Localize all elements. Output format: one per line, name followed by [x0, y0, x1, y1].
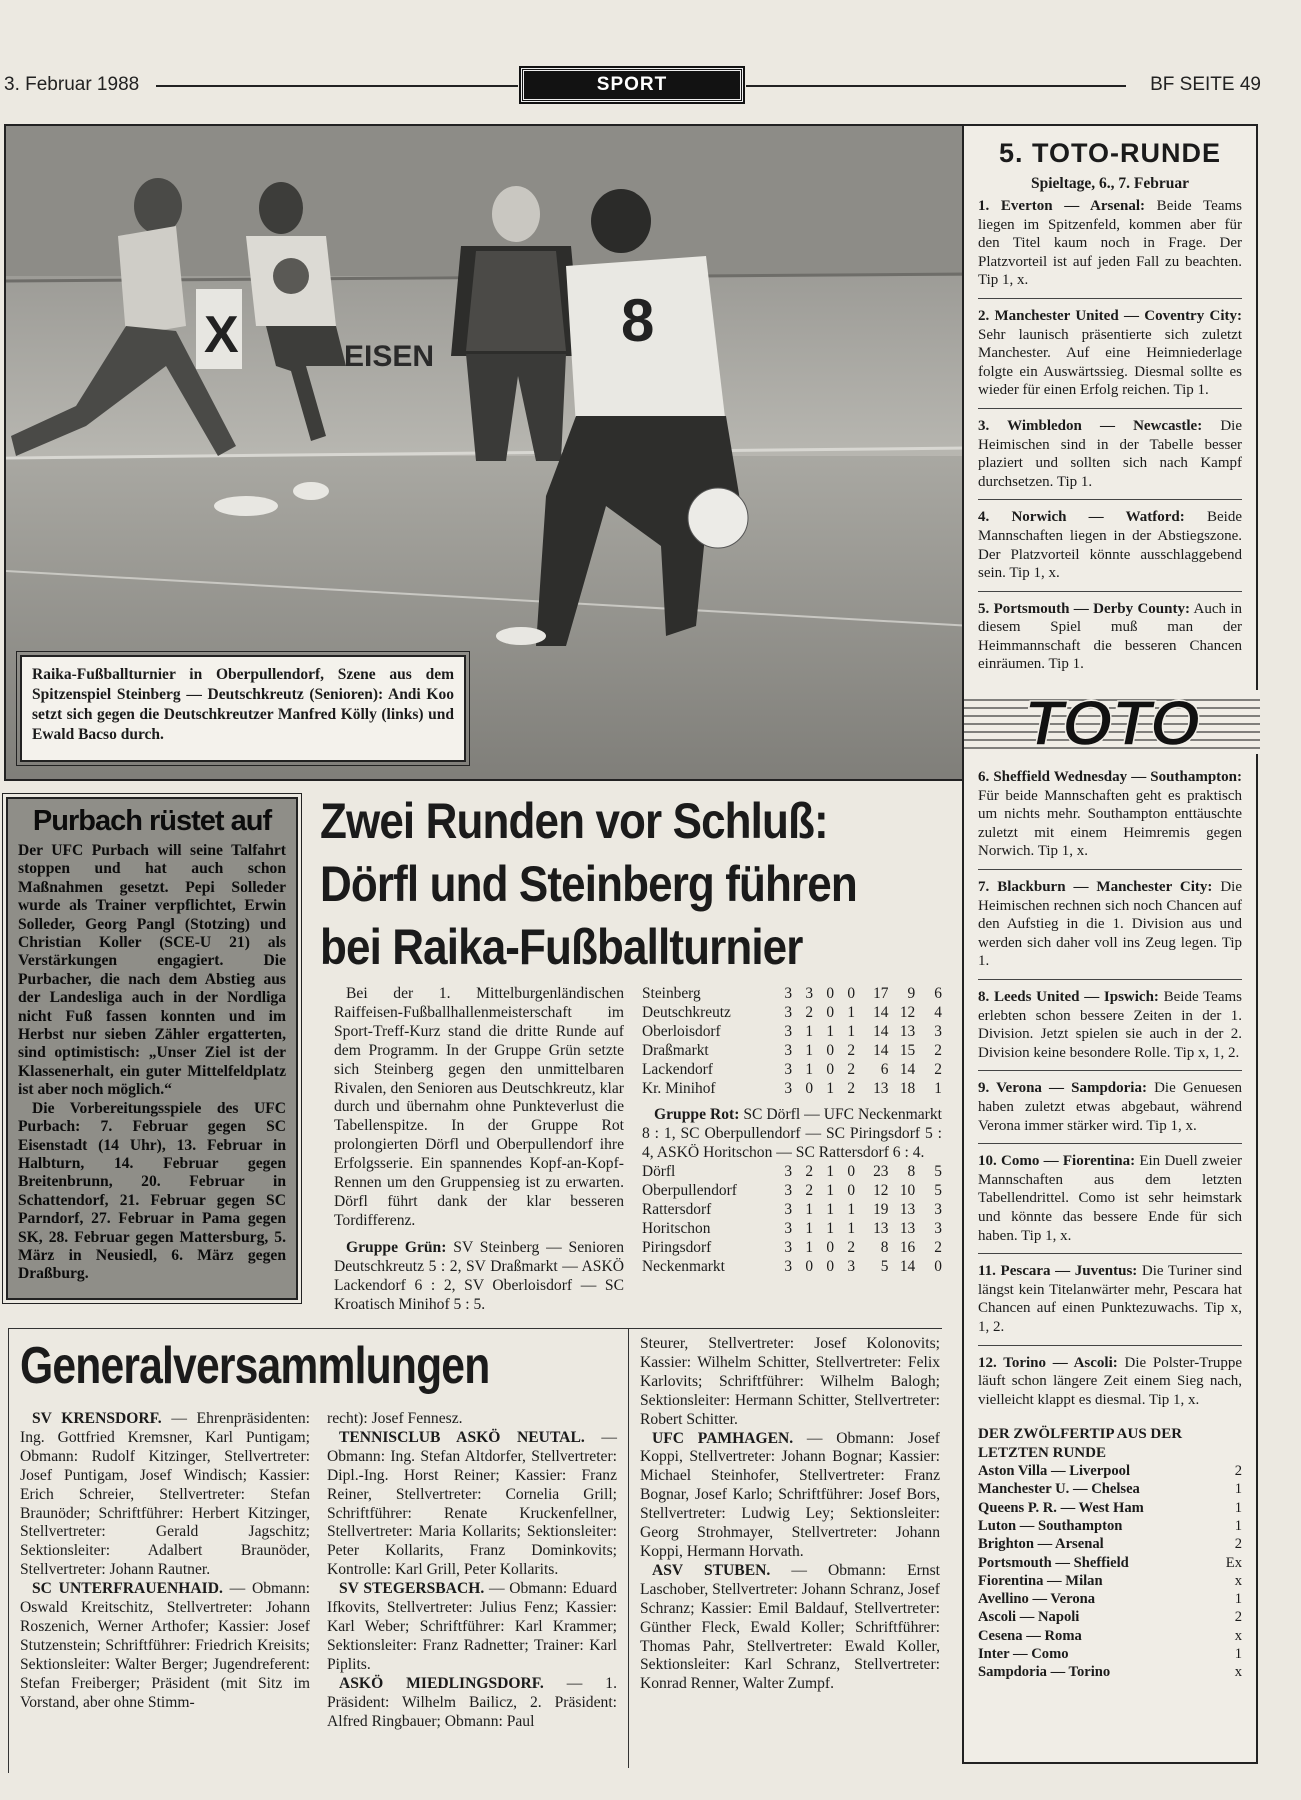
standings-value: 0 — [826, 1041, 835, 1059]
purbach-paragraph: Die Vorbereitungsspiele des UFC Purbach: 7. Februar gegen SC Eisenstadt (14 Uhr), 13. Februar in Halbturn, 14. Februar gegen Breitenbrunn, 20. Februar in Schattendorf, 21. Februar gegen SC Parndorf, 27. Februar in Pama gegen SK, 28. Februar gegen Mattersburg, 5. März in Neusiedl, 6. März gegen Draßburg. — [18, 1099, 286, 1283]
club-officials: — Obmann: Ernst Laschober, Stellvertreter: Johann Schranz, Josef Schranz; Kassier: Emil Baldauf, Stellvertreter: Günther Fleck, Ewald Koller; Schriftführer: Thomas Pahr, Stellvertreter: Ewald Koller, Sektionsleiter: Karl Schranz, Stellvertreter: Konrad Renner, Walter Zumpf. — [640, 1561, 941, 1693]
gv-entry: Steurer, Stellvertreter: Josef Kolonovits; Kassier: Wilhelm Schitter, Stellvertreter: Felix Karlovits; Schriftführer: Wilhelm Balogh; Sektionsleiter: Hermann Schitter, Stellvertreter: Robert Schitter. — [640, 1335, 940, 1428]
team-name: Rattersdorf — [642, 1200, 712, 1218]
zwoelfer-result: x — [1234, 1627, 1242, 1644]
standings-row — [642, 1201, 942, 1220]
toto-tips-second — [978, 768, 1242, 1417]
standings-value: 1 — [805, 1238, 814, 1256]
column-rule — [628, 1328, 629, 1768]
team-name: Deutschkreutz — [642, 1003, 731, 1021]
gv-entry: recht): Josef Fennesz. — [327, 1410, 463, 1427]
gv-entry — [20, 1410, 310, 1580]
tip-match: 9. Verona — Sampdoria: — [978, 1080, 1147, 1097]
standings-value: 3 — [934, 1219, 942, 1237]
article-headline — [320, 790, 940, 979]
standings-row — [642, 1220, 942, 1239]
headline-line: bei Raika-Fußballturnier — [320, 919, 803, 975]
tip-text: Beide Mannschaften liegen in der Abstiegszone. Der Platzvorteil könnte ausschlaggebend sein. Tip 1, x. — [978, 509, 1242, 582]
club-officials: — 1. Präsident: Wilhelm Bailicz, 2. Präsident: Alfred Ringbauer; Obmann: Paul — [327, 1674, 617, 1730]
toto-tips-first — [978, 197, 1242, 682]
standings-value: 8 — [880, 1238, 889, 1256]
tip-text: Sehr launisch präsentierte sich zuletzt Manchester. Auf eine Heimniederlage folgte ein Auswärtssieg. Diesmal sollte es wieder für einen Erfolg reichen. Tip 1. — [978, 326, 1242, 399]
standings-value: 6 — [934, 985, 942, 1002]
standings-value: 1 — [826, 1219, 835, 1237]
club-name: TENNISCLUB ASKÖ NEUTAL. — [339, 1428, 585, 1446]
standings-value: 17 — [873, 985, 889, 1002]
zwoelfer-match: Sampdoria — Torino — [978, 1664, 1111, 1681]
standings-value: 0 — [805, 1079, 814, 1097]
zwoelfer-row — [978, 1590, 1242, 1608]
club-name: UFC PAMHAGEN. — [652, 1429, 794, 1447]
standings-value: 2 — [934, 1041, 942, 1059]
tip-match: 10. Como — Fiorentina: — [978, 1153, 1136, 1170]
standings-value: 3 — [784, 1079, 793, 1097]
standings-value: 3 — [784, 1163, 793, 1181]
tip-match: 6. Sheffield Wednesday — Southampton: — [978, 769, 1242, 786]
standings-value: 1 — [805, 1022, 814, 1040]
standings-value: 0 — [847, 1163, 856, 1181]
toto-tip — [978, 508, 1242, 591]
zwoelfer-match: Avellino — Verona — [978, 1591, 1096, 1608]
tip-match: 12. Torino — Ascoli: — [978, 1354, 1118, 1371]
zwoelfer-result: 1 — [1234, 1591, 1242, 1608]
zwoelfer-result: 2 — [1234, 1463, 1242, 1480]
standings-value: 2 — [847, 1079, 856, 1097]
tip-text: Auch in diesem Spiel muß man der Heimmannschaft die besseren Chancen einräumen. Tip 1. — [978, 600, 1242, 673]
zwoelfer-list — [978, 1462, 1242, 1682]
team-name: Dörfl — [642, 1163, 676, 1181]
standings-value: 5 — [934, 1182, 942, 1200]
tip-match: 2. Manchester United — Coventry City: — [978, 307, 1242, 324]
standings-value: 1 — [826, 1182, 835, 1200]
standings-value: 2 — [805, 1182, 814, 1200]
team-name: Oberpullendorf — [642, 1182, 737, 1200]
gv-column-1 — [20, 1410, 310, 1713]
gv-column-2 — [327, 1410, 617, 1731]
standings-value: 0 — [826, 1003, 835, 1021]
zwoelfer-match: Inter — Como — [978, 1646, 1069, 1663]
zwoelfer-result: x — [1234, 1664, 1242, 1681]
toto-tip — [978, 988, 1242, 1071]
club-officials: — Obmann: Oswald Kreitschitz, Stellvertreter: Johann Roszenich, Werner Arthofer; Kassier: Josef Stutzenstein; Schriftführer: Friedrich Kreisits; Sektionsleiter: Walter Berger; Jugendreferent: Stefan Freiberger; Präsident (mit Sitz im Vorstand, aber ohne Stimm- — [20, 1580, 310, 1711]
club-officials: — Obmann: Ing. Stefan Altdorfer, Stellvertreter: Dipl.-Ing. Horst Reiner; Kassier: Franz Reiner, Stellvertreter: Cornelia Grill; Schriftführer: Renate Kruckenfellner, Stellvertreter: Maria Kollarits; Sektionsleiter: Peter Kollarits, Franz Dominkovits; Kontrolle: Karl Grill, Peter Kollarits. — [327, 1428, 617, 1579]
zwoelfer-result: Ex — [1225, 1554, 1242, 1571]
standings-row — [642, 1080, 942, 1099]
headline-line: Zwei Runden vor Schluß: — [320, 793, 828, 849]
zwoelfer-result: 2 — [1234, 1536, 1242, 1553]
standings-value: 1 — [847, 1200, 856, 1218]
standings-value: 0 — [847, 1182, 856, 1200]
toto-tip — [978, 1152, 1242, 1254]
toto-tip — [978, 417, 1242, 500]
gv-entry — [640, 1562, 940, 1694]
jersey-number: 8 — [621, 287, 655, 354]
standings-value: 3 — [784, 1041, 793, 1059]
team-name: Draßmarkt — [642, 1041, 709, 1059]
article-paragraph — [334, 1239, 624, 1315]
zwoelfer-result: x — [1234, 1572, 1242, 1589]
standings-value: 1 — [805, 1041, 814, 1059]
standings-value: 3 — [784, 1200, 793, 1218]
tip-text: Ein Duell zweier Mannschaften aus dem letzten Tabellendrittel. Como ist sehr heimstark und könnte das bessere Ende für sich haben. Tip 1, x. — [978, 1153, 1243, 1244]
zwoelfer-row — [978, 1499, 1242, 1517]
zwoelfer-result: 2 — [1234, 1609, 1242, 1626]
standings-value: 1 — [805, 1200, 814, 1218]
gv-title: Generalversammlungen — [20, 1337, 490, 1395]
tip-match: 5. Portsmouth — Derby County: — [978, 600, 1190, 617]
tip-match: 1. Everton — Arsenal: — [978, 198, 1146, 214]
standings-value: 13 — [873, 1219, 889, 1237]
zwoelfer-match: Manchester U. — Chelsea — [978, 1481, 1140, 1498]
zwoelfer-result: 1 — [1234, 1646, 1242, 1663]
club-officials: — Obmann: Eduard Ifkovits, Stellvertreter: Julius Fenz; Kassier: Karl Weber; Schriftführer: Karl Krammer; Sektionsleiter: Franz Radnetter; Trainer: Karl Piplits. — [327, 1580, 617, 1673]
club-name: ASV STUBEN. — [652, 1561, 771, 1579]
tip-text: Die Heimischen sind in der Tabelle besser plaziert und sollten sich nach Kampf durchsetzen. Tip 1. — [978, 417, 1242, 490]
standings-value: 0 — [805, 1257, 814, 1275]
zwoelfer-result: 1 — [1234, 1499, 1242, 1516]
club-name: SV STEGERSBACH. — [339, 1580, 485, 1598]
zwoelfer-row — [978, 1663, 1242, 1681]
standings-value: 1 — [826, 1163, 835, 1181]
tip-match: 4. Norwich — Watford: — [978, 509, 1185, 526]
club-officials: — Obmann: Josef Koppi, Stellvertreter: Johann Bognar; Kassier: Michael Steinhofer, Stellvertreter: Franz Bognar, Josef Karlo; Schriftführer: Josef Bors, Stellvertreter: Ludwig Ley; Sektionsleiter: Georg Strohmayer, Stellvertreter: Johann Koppi, Hermann Horvath. — [640, 1429, 940, 1560]
header-rule — [156, 85, 518, 87]
standings-value: 14 — [899, 1060, 916, 1078]
tip-text: Die Turiner sind längst kein Titelanwärter mehr, Pescara hat Chancen auf einen Punktezuwachs. Tip x, 1, 2. — [978, 1263, 1242, 1335]
standings-value: 8 — [907, 1163, 916, 1181]
standings-value: 13 — [899, 1219, 916, 1237]
zwoelfer-match: Fiorentina — Milan — [978, 1572, 1103, 1589]
zwoelfer-result: 1 — [1234, 1517, 1242, 1534]
standings-row — [642, 985, 942, 1004]
standings-value: 13 — [873, 1079, 889, 1097]
standings-value: 14 — [873, 1003, 889, 1021]
zwoelfer-match: Queens P. R. — West Ham — [978, 1499, 1144, 1516]
standings-row — [642, 1061, 942, 1080]
standings-value: 16 — [899, 1238, 916, 1256]
group-results: SV Steinberg — Senioren Deutschkreutz 5 : 2, SV Draßmarkt — ASKÖ Lackendorf 6 : 2, SV Oberloisdorf — SC Kroatisch Minihof 5 : 5. — [334, 1238, 624, 1313]
standings-value: 2 — [805, 1163, 814, 1181]
standings-value: 12 — [899, 1003, 916, 1021]
standings-value: 5 — [934, 1163, 942, 1181]
standings-row — [642, 1163, 942, 1182]
standings-row — [642, 1182, 942, 1201]
toto-subtitle: Spieltage, 6., 7. Februar — [1031, 175, 1189, 192]
team-name: Piringsdorf — [642, 1238, 712, 1256]
standings-row — [642, 1042, 942, 1061]
gv-entry — [327, 1580, 617, 1675]
standings-value: 14 — [899, 1257, 916, 1275]
standings-value: 4 — [934, 1003, 942, 1021]
zwoelfer-heading: DER ZWÖLFERTIP AUS DER LETZTEN RUNDE — [978, 1426, 1183, 1461]
team-name: Neckenmarkt — [642, 1257, 725, 1275]
standings-value: 14 — [873, 1041, 889, 1059]
zwoelfer-row — [978, 1608, 1242, 1626]
purbach-title: Purbach rüstet auf — [32, 805, 272, 837]
standings-value: 3 — [784, 1060, 793, 1078]
toto-tip — [978, 1354, 1242, 1418]
standings-value: 2 — [805, 1003, 814, 1021]
toto-tip — [978, 600, 1242, 682]
zwoelfer-row — [978, 1645, 1242, 1663]
standings-value: 0 — [826, 1060, 835, 1078]
standings-row — [642, 1258, 942, 1277]
club-officials: — Ehrenpräsidenten: Ing. Gottfried Kremsner, Karl Puntigam; Obmann: Rudolf Kitzinger, Stellvertreter: Josef Puntigam, Josef Windisch; Kassier: Erich Schreier, Stellvertreter: Stefan Braunöder; Schriftführer: Herbert Kitzinger, Stellvertreter: Gerald Jagschitz; Sektionsleiter: Adalbert Braunöder, Stellvertreter: Johann Rautner. — [20, 1410, 310, 1579]
toto-column — [962, 124, 1258, 1764]
standings-value: 12 — [873, 1182, 889, 1200]
standings-value: 10 — [899, 1182, 916, 1200]
toto-tip — [978, 878, 1242, 980]
club-name: ASKÖ MIEDLINGSDORF. — [339, 1674, 544, 1692]
article-column-2 — [642, 985, 942, 1277]
zwoelfer-match: Cesena — Roma — [978, 1627, 1082, 1644]
standings-value: 3 — [784, 1219, 793, 1237]
standings-value: 14 — [873, 1022, 889, 1040]
standings-value: 1 — [934, 1079, 942, 1097]
gv-entry — [327, 1675, 617, 1732]
standings-row — [642, 1004, 942, 1023]
team-name: Oberloisdorf — [642, 1022, 721, 1040]
standings-value: 1 — [826, 1200, 835, 1218]
standings-value: 3 — [805, 985, 814, 1002]
standings-value: 13 — [899, 1022, 916, 1040]
standings-value: 3 — [847, 1257, 856, 1275]
article-paragraph: Bei der 1. Mittelburgenländischen Raiffeisen-Fußballhallenmeisterschaft im Sport-Treff-Kurz stand die dritte Runde auf dem Programm. In der Gruppe Grün setzte sich Steinberg gegen den unmittelbaren Rivalen, den Senioren aus Deutschkreutz, klar durch und übernahm ohne Punkteverlust die Tabellenspitze. In der Gruppe Rot prolongierten Dörfl und Oberpullendorf ihre Erfolgsserie. Ein spannendes Kopf-an-Kopf-Rennen um den Gruppensieg ist zu erwarten. Dörfl führt dank der klar besseren Tordifferenz. — [334, 985, 624, 1229]
toto-tip — [978, 1079, 1242, 1144]
purbach-box — [6, 797, 298, 1300]
zwoelfer-match: Aston Villa — Liverpool — [978, 1463, 1131, 1480]
toto-logo-text: TOTO — [1024, 690, 1200, 755]
standings-value: 3 — [934, 1200, 942, 1218]
article-paragraph — [642, 1106, 942, 1163]
standings-value: 1 — [826, 1079, 835, 1097]
header-rule — [746, 85, 1126, 87]
standings-value: 23 — [873, 1163, 889, 1181]
standings-value: 1 — [847, 1022, 856, 1040]
standings-value: 3 — [934, 1022, 942, 1040]
svg-text:X: X — [204, 306, 239, 364]
photo-caption: Raika-Fußballturnier in Oberpullendorf, Szene aus dem Spitzenspiel Steinberg — Deutschkreutz (Senioren): Andi Koo setzt sich gegen die Deutschkreutzer Manfred Kölly (links) und Ewald Bacso durch. — [20, 655, 466, 762]
gv-entry — [640, 1430, 940, 1562]
toto-logo-image — [964, 690, 1260, 754]
standings-row — [642, 1023, 942, 1042]
zwoelfer-row — [978, 1480, 1242, 1498]
standings-value: 2 — [934, 1060, 942, 1078]
section-label: SPORT — [521, 68, 743, 102]
toto-logo — [964, 690, 1256, 754]
zwoelfer-match: Ascoli — Napoli — [978, 1609, 1080, 1626]
tip-match: 7. Blackburn — Manchester City: — [978, 879, 1213, 896]
toto-tip — [978, 197, 1242, 299]
tip-text: Die Polster-Truppe läuft schon längere Zeit einem Sieg nach, vielleicht klappt es diesmal. Tip 1, x. — [978, 1354, 1243, 1408]
group-label: Gruppe Grün: — [346, 1238, 447, 1256]
standings-value: 3 — [784, 985, 793, 1002]
toto-tip — [978, 768, 1242, 870]
tip-text: Beide Teams liegen im Spitzenfeld, kommen aber für den Titel kaum noch in Frage. Der Platzvorteil ist auf jeden Fall zu beachten. Tip 1, x. — [978, 198, 1242, 289]
standings-value: 0 — [826, 985, 835, 1002]
standings-value: 1 — [826, 1022, 835, 1040]
zwoelfer-match: Brighton — Arsenal — [978, 1536, 1104, 1553]
group-results: SC Dörfl — UFC Neckenmarkt 8 : 1, SC Oberpullendorf — SC Piringsdorf 5 : 4, ASKÖ Horitschon — SC Rattersdorf 6 : 4. — [642, 1106, 942, 1162]
gv-entry — [20, 1580, 310, 1712]
standings-value: 2 — [934, 1238, 942, 1256]
standings-row — [642, 1239, 942, 1258]
standings-value: 3 — [784, 1022, 793, 1040]
standings-value: 3 — [784, 1257, 793, 1275]
tip-match: 3. Wimbledon — Newcastle: — [978, 417, 1203, 434]
standings-table-gruen — [642, 985, 942, 1098]
standings-value: 13 — [899, 1200, 916, 1218]
club-name: SV KRENSDORF. — [32, 1410, 162, 1427]
standings-value: 3 — [784, 1003, 793, 1021]
tip-match: 8. Leeds United — Ipswich: — [978, 989, 1159, 1005]
team-name: Steinberg — [642, 985, 701, 1002]
zwoelfer-row — [978, 1627, 1242, 1645]
standings-value: 2 — [847, 1060, 856, 1078]
tip-match: 11. Pescara — Juventus: — [978, 1263, 1138, 1280]
standings-value: 1 — [847, 1219, 856, 1237]
zwoelfer-row — [978, 1572, 1242, 1590]
zwoelfer-match: Luton — Southampton — [978, 1517, 1123, 1534]
standings-value: 0 — [826, 1238, 835, 1256]
group-label: Gruppe Rot: — [654, 1106, 740, 1124]
zwoelfer-result: 1 — [1234, 1481, 1242, 1498]
article-column-1 — [334, 985, 624, 1314]
standings-value: 1 — [805, 1219, 814, 1237]
standings-value: 3 — [784, 1182, 793, 1200]
standings-value: 3 — [784, 1238, 793, 1256]
purbach-paragraph: Der UFC Purbach will seine Talfahrt stoppen und hat auch schon Maßnahmen gesetzt. Pepi Solleder wurde als Trainer verpflichtet, Erwin Solleder, Georg Pangl (Stotzing) und Christian Koller (SCE-U 21) als Verstärkungen engagiert. Die Purbacher, die nach dem Abstieg aus der Landesliga auch in der Nordliga nicht Fuß fassen konnten und im Herbst nur sieben Zähler ergatterten, sind optimistisch: „Unser Ziel ist der Klassenerhalt, ein guter Mittelfeldplatz ist aber noch möglich.“ — [18, 842, 286, 1099]
standings-value: 0 — [934, 1257, 942, 1275]
tip-text: Beide Teams erlebten schon bessere Zeiten in der 1. Division. Jetzt spielen sie auch in der 2. Division keine besondere Rolle. Tip x, 1, 2. — [978, 989, 1243, 1061]
standings-table-rot — [642, 1163, 942, 1276]
team-name: Lackendorf — [642, 1060, 713, 1078]
standings-value: 19 — [873, 1200, 889, 1218]
standings-value: 2 — [847, 1041, 856, 1059]
tip-text: Die Genuesen haben zuletzt etwas abgebaut, während Verona immer stärker wird. Tip 1, x. — [978, 1080, 1242, 1134]
zwoelfer-row — [978, 1462, 1242, 1480]
sign-text: EISEN — [344, 340, 435, 373]
gv-column-3 — [640, 1335, 940, 1694]
tip-text: Die Heimischen rechnen sich noch Chancen auf den Aufstieg in die 1. Division aus und werden sich daher voll ins Zeug legen. Tip 1. — [978, 879, 1242, 970]
standings-value: 2 — [847, 1238, 856, 1256]
toto-title: 5. TOTO-RUNDE — [998, 138, 1222, 168]
standings-value: 0 — [826, 1257, 835, 1275]
toto-tip — [978, 307, 1242, 409]
tip-text: Für beide Mannschaften geht es praktisch um nichts mehr. Southampton enttäuschte zuletzt mit einem Heimremis gegen Norwich. Tip 1, x. — [978, 787, 1242, 860]
standings-value: 15 — [899, 1041, 916, 1059]
zwoelfer-row — [978, 1554, 1242, 1572]
issue-date: 3. Februar 1988 — [4, 74, 140, 95]
standings-value: 5 — [880, 1257, 889, 1275]
standings-value: 6 — [880, 1060, 889, 1078]
club-name: SC UNTERFRAUENHAID. — [32, 1580, 223, 1598]
standings-value: 0 — [847, 985, 856, 1002]
toto-tip — [978, 1262, 1242, 1345]
team-name: Horitschon — [642, 1219, 711, 1237]
zwoelfer-match: Portsmouth — Sheffield — [978, 1554, 1129, 1571]
zwoelfer-row — [978, 1517, 1242, 1535]
standings-value: 1 — [805, 1060, 814, 1078]
standings-value: 1 — [847, 1003, 856, 1021]
standings-value: 18 — [899, 1079, 916, 1097]
standings-value: 9 — [907, 985, 916, 1002]
page-header — [0, 68, 1301, 104]
gv-entry — [327, 1429, 617, 1580]
headline-line: Dörfl und Steinberg führen — [320, 856, 857, 912]
team-name: Kr. Minihof — [642, 1079, 716, 1097]
page-number: BF SEITE 49 — [1150, 74, 1261, 95]
zwoelfer-row — [978, 1535, 1242, 1553]
